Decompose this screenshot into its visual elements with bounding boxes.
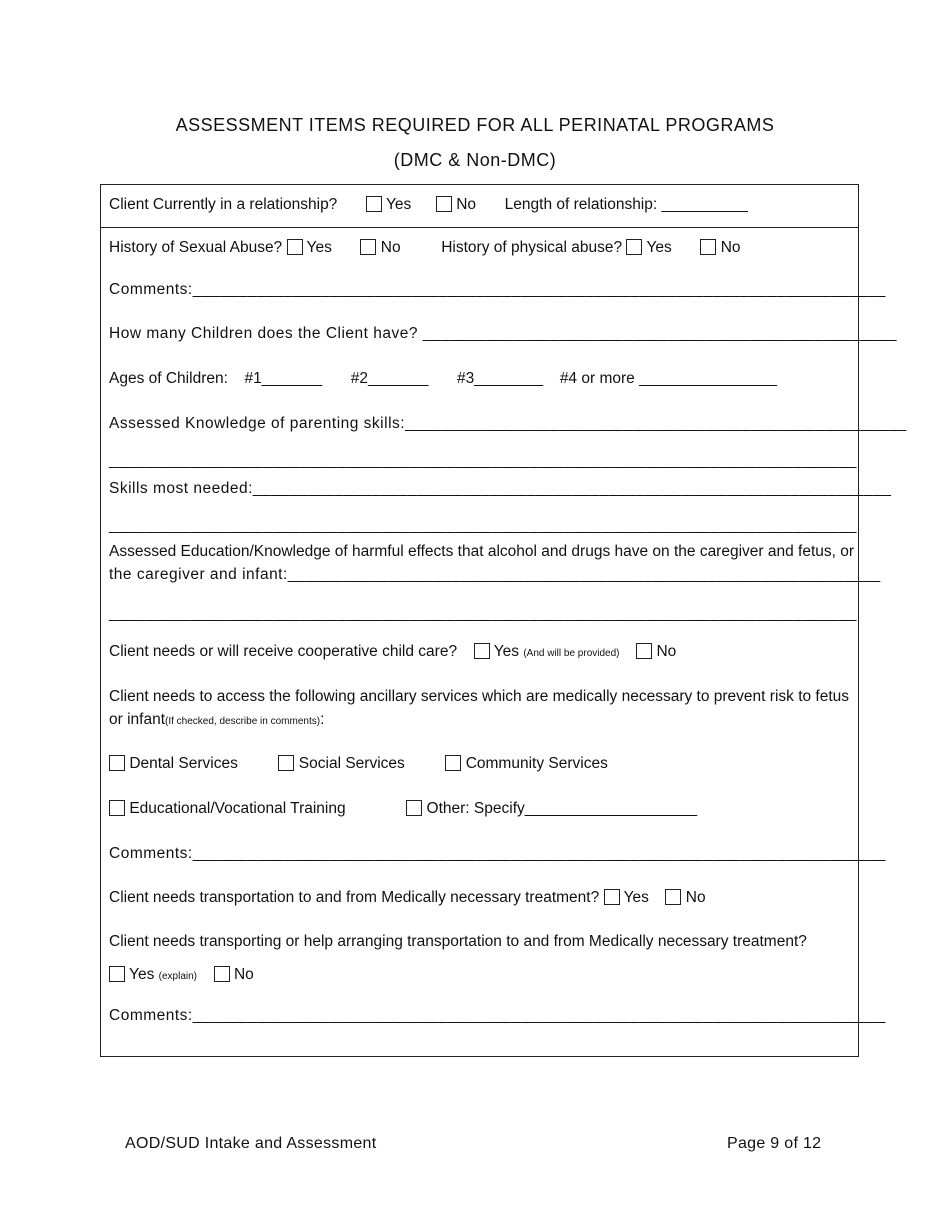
ages-label: Ages of Children:: [109, 370, 228, 387]
other-specify-checkbox[interactable]: [406, 800, 422, 816]
relationship-yes-label: Yes: [385, 196, 412, 213]
transport-row-1: [109, 889, 706, 907]
transport-1-no-label: No: [685, 889, 706, 906]
ancillary-question: Client needs to access the following ancillary services which are medically necessary to prevent risk to fetus: [109, 688, 850, 705]
comments-field-2[interactable]: Comments:____________________________________________________________________________: [109, 845, 886, 862]
physical-abuse-yes-checkbox[interactable]: [626, 239, 642, 255]
relationship-no-label: No: [456, 196, 477, 213]
footer-document-name: AOD/SUD Intake and Assessment: [125, 1135, 377, 1152]
ancillary-question-end: or infant: [109, 711, 166, 728]
abuse-row: [109, 239, 741, 257]
transport-1-yes-label: Yes: [623, 889, 649, 906]
social-services-label: Social Services: [298, 755, 405, 772]
ancillary-colon: :: [320, 711, 325, 728]
relationship-row: [109, 196, 748, 214]
age-child-4-field[interactable]: #4 or more ________________: [559, 370, 777, 387]
ancillary-note: (If checked, describe in comments): [165, 716, 321, 727]
physical-abuse-no-label: No: [720, 239, 741, 256]
skills-needed-field[interactable]: Skills most needed:______________________________________________________________________: [109, 480, 892, 497]
transport-row-2-options: [109, 966, 254, 986]
education-field[interactable]: the caregiver and infant:_________________________________________________________________: [109, 566, 881, 583]
age-child-2-field[interactable]: #2_______: [350, 370, 429, 387]
relationship-length-field[interactable]: Length of relationship: __________: [504, 196, 748, 213]
sexual-abuse-yes-checkbox[interactable]: [287, 239, 303, 255]
ancillary-options-row-1: [109, 755, 608, 773]
physical-abuse-question: History of physical abuse?: [441, 239, 623, 256]
education-line[interactable]: __________________________________________________________________________________: [109, 605, 857, 622]
transport-2-yes-note: (explain): [158, 971, 197, 982]
childcare-no-label: No: [656, 643, 677, 660]
relationship-yes-checkbox[interactable]: [366, 196, 382, 212]
ancillary-options-row-2: [109, 800, 697, 818]
physical-abuse-yes-label: Yes: [646, 239, 672, 256]
children-count-field[interactable]: How many Children does the Client have? ____________________________________________________: [109, 325, 898, 342]
comments-field-1[interactable]: Comments:____________________________________________________________________________: [109, 281, 886, 298]
relationship-no-checkbox[interactable]: [436, 196, 452, 212]
childcare-yes-checkbox[interactable]: [474, 643, 490, 659]
educational-training-label: Educational/Vocational Training: [129, 800, 346, 817]
ages-row: [109, 370, 777, 388]
parenting-knowledge-line[interactable]: __________________________________________________________________________________: [109, 452, 857, 469]
childcare-yes-label: Yes: [493, 643, 520, 660]
sexual-abuse-no-label: No: [380, 239, 401, 256]
sexual-abuse-no-checkbox[interactable]: [360, 239, 376, 255]
footer-page-number: Page 9 of 12: [727, 1135, 822, 1152]
other-specify-field[interactable]: Other: Specify____________________: [426, 800, 698, 817]
page-title: ASSESSMENT ITEMS REQUIRED FOR ALL PERINATAL PROGRAMS: [175, 115, 775, 135]
transport-2-yes-label: Yes: [129, 966, 155, 983]
transport-2-no-label: No: [233, 966, 254, 983]
transport-question-2: Client needs transporting or help arranging transportation to and from Medically necessary treatment?: [109, 933, 807, 950]
community-services-checkbox[interactable]: [445, 755, 461, 771]
dental-services-label: Dental Services: [129, 755, 238, 772]
dental-services-checkbox[interactable]: [109, 755, 125, 771]
parenting-knowledge-field[interactable]: Assessed Knowledge of parenting skills:_______________________________________________________: [109, 415, 907, 432]
comments-field-3[interactable]: Comments:____________________________________________________________________________: [109, 1007, 886, 1024]
transport-1-no-checkbox[interactable]: [665, 889, 681, 905]
childcare-yes-note: (And will be provided): [523, 648, 620, 659]
childcare-row: [109, 643, 676, 663]
childcare-no-checkbox[interactable]: [636, 643, 652, 659]
transport-question-1: Client needs transportation to and from Medically necessary treatment?: [109, 889, 600, 906]
skills-needed-line[interactable]: __________________________________________________________________________________: [109, 517, 857, 534]
relationship-question: Client Currently in a relationship?: [109, 196, 338, 213]
physical-abuse-no-checkbox[interactable]: [700, 239, 716, 255]
community-services-label: Community Services: [465, 755, 608, 772]
childcare-question: Client needs or will receive cooperative child care?: [109, 643, 458, 660]
sexual-abuse-question: History of Sexual Abuse?: [109, 239, 283, 256]
age-child-3-field[interactable]: #3________: [456, 370, 544, 387]
transport-1-yes-checkbox[interactable]: [604, 889, 620, 905]
sexual-abuse-yes-label: Yes: [306, 239, 332, 256]
educational-training-checkbox[interactable]: [109, 800, 125, 816]
transport-2-no-checkbox[interactable]: [214, 966, 230, 982]
education-question: Assessed Education/Knowledge of harmful effects that alcohol and drugs have on the caregiver and fetus, or: [109, 543, 855, 560]
page-subtitle: (DMC & Non-DMC): [393, 150, 557, 170]
age-child-1-field[interactable]: #1_______: [244, 370, 323, 387]
transport-2-yes-checkbox[interactable]: [109, 966, 125, 982]
frame-divider: [100, 227, 859, 228]
social-services-checkbox[interactable]: [278, 755, 294, 771]
ancillary-question-cont: [109, 711, 324, 731]
